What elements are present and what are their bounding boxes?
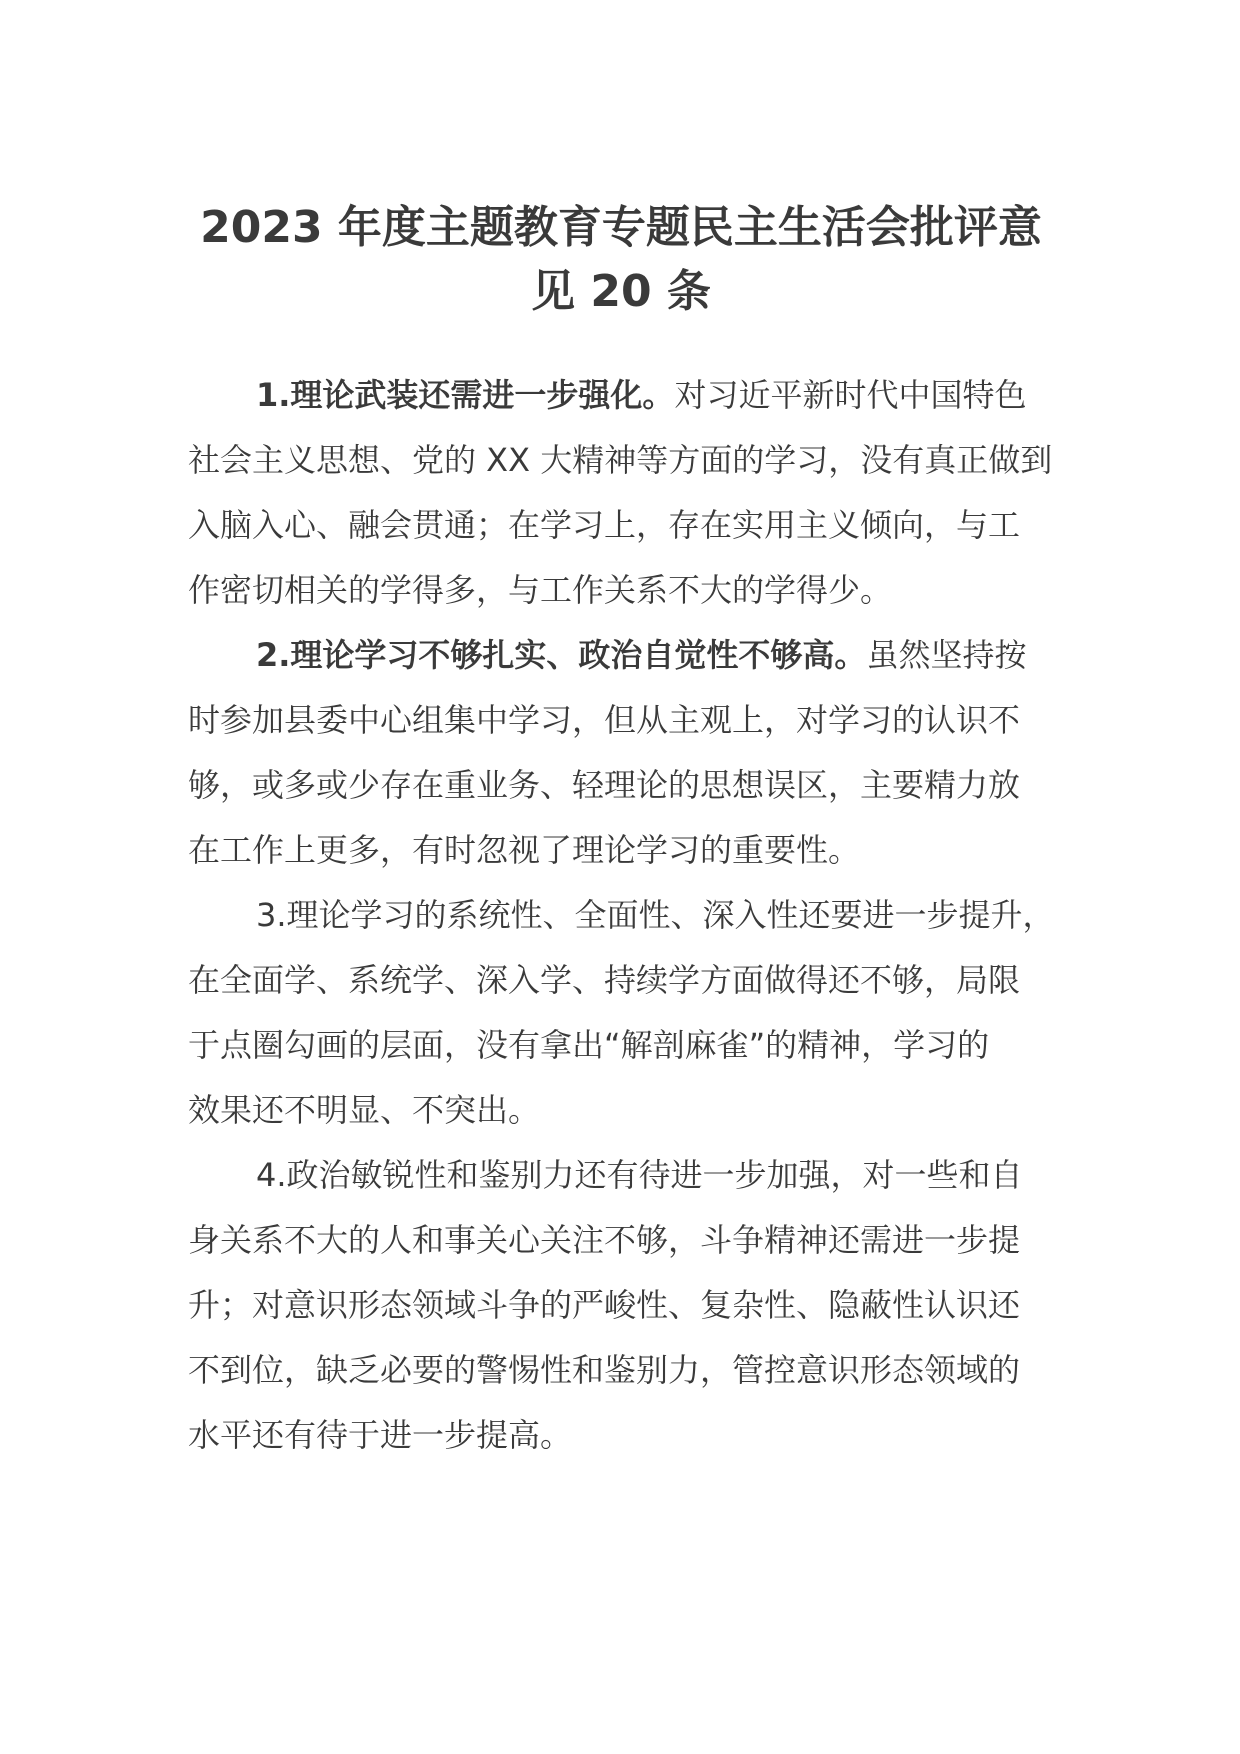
paragraph-line: 作密切相关的学得多，与工作关系不大的学得少。	[188, 571, 893, 609]
document-title	[186, 196, 1056, 324]
paragraph-line: 水平还有待于进一步提高。	[188, 1416, 573, 1454]
paragraph-4	[188, 1143, 1058, 1468]
paragraph-line: 时参加县委中心组集中学习，但从主观上，对学习的认识不	[188, 701, 1021, 739]
paragraph-line: 3.理论学习的系统性、全面性、深入性还要进一步提升，	[256, 896, 1055, 934]
paragraph-line: 身关系不大的人和事关心关注不够，斗争精神还需进一步提	[188, 1221, 1021, 1259]
paragraph-line	[188, 363, 1058, 428]
paragraph-2	[188, 623, 1058, 883]
document-body	[188, 363, 1058, 1468]
paragraph-line: 入脑入心、融会贯通；在学习上，存在实用主义倾向，与工	[188, 506, 1021, 544]
paragraph-line: 不到位，缺乏必要的警惕性和鉴别力，管控意识形态领域的	[188, 1351, 1021, 1389]
title-line: 见 20 条	[531, 266, 711, 317]
paragraph-line: 在工作上更多，有时忽视了理论学习的重要性。	[188, 831, 861, 869]
paragraph-line	[188, 623, 1058, 688]
paragraph-1	[188, 363, 1058, 623]
paragraph-line: 升；对意识形态领域斗争的严峻性、复杂性、隐蔽性认识还	[188, 1286, 1021, 1324]
paragraph-line: 效果还不明显、不突出。	[188, 1091, 541, 1129]
paragraph-line: 在全面学、系统学、深入学、持续学方面做得还不够，局限	[188, 961, 1021, 999]
paragraph-3	[188, 883, 1058, 1143]
paragraph-lead: 2.理论学习不够扎实、政治自觉性不够高。	[256, 636, 867, 674]
paragraph-line: 于点圈勾画的层面，没有拿出“解剖麻雀”的精神，学习的	[188, 1026, 990, 1064]
paragraph-line: 社会主义思想、党的 XX 大精神等方面的学习，没有真正做到	[188, 441, 1053, 479]
paragraph-line: 够，或多或少存在重业务、轻理论的思想误区，主要精力放	[188, 766, 1021, 804]
paragraph-text: 对习近平新时代中国特色	[674, 376, 1027, 414]
paragraph-line: 4.政治敏锐性和鉴别力还有待进一步加强，对一些和自	[256, 1156, 1023, 1194]
paragraph-text: 虽然坚持按	[866, 636, 1027, 674]
paragraph-lead: 1.理论武装还需进一步强化。	[256, 376, 675, 414]
title-line: 2023 年度主题教育专题民主生活会批评意	[200, 202, 1042, 253]
